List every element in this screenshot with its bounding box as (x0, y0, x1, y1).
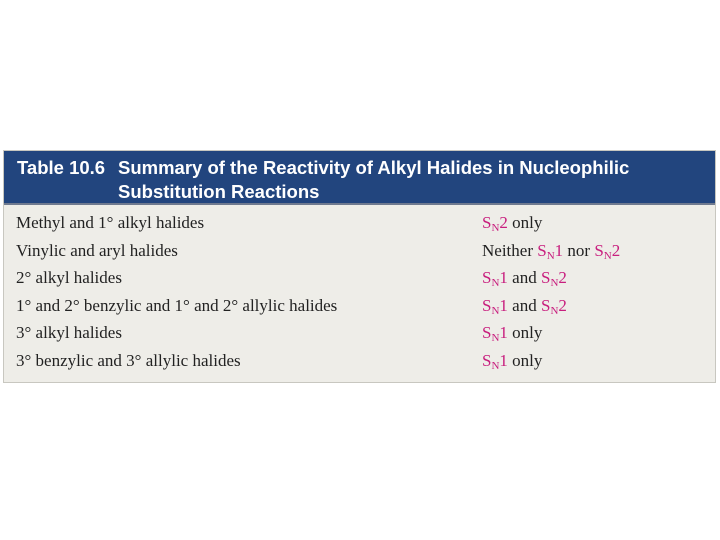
reactivity-cell (482, 264, 567, 291)
sn-mechanism-label (537, 241, 563, 260)
mechanism-order: 2 (499, 213, 508, 232)
mechanism-letter: S (540, 295, 551, 315)
reactivity-text: only (507, 323, 543, 342)
mechanism-subscript: N (491, 359, 500, 372)
mechanism-subscript: N (491, 222, 500, 234)
mechanism-letter: S (482, 268, 492, 287)
mechanism-letter: S (482, 350, 492, 370)
mechanism-subscript: N (491, 304, 500, 317)
mechanism-letter: S (594, 240, 604, 260)
table-row (4, 292, 715, 319)
table-title: Summary of the Reactivity of Alkyl Halides in Nucleophilic Substitution Reactions (118, 157, 630, 202)
reactivity-cell (482, 347, 542, 374)
mechanism-letter: S (537, 240, 547, 260)
reactivity-cell (482, 319, 542, 346)
sn-mechanism-label (482, 213, 508, 232)
mechanism-subscript: N (603, 249, 612, 262)
table-row (4, 264, 715, 291)
reactivity-cell (482, 237, 620, 264)
reactivity-text: nor (563, 240, 595, 260)
halide-type-cell: Methyl and 1° alkyl halides (16, 213, 205, 232)
mechanism-order: 1 (499, 350, 508, 370)
sn-mechanism-label (482, 296, 508, 315)
reactivity-cell (482, 292, 567, 319)
mechanism-letter: S (482, 323, 492, 342)
halide-type-cell: 1° and 2° benzylic and 1° and 2° allylic halides (16, 295, 338, 315)
table-header (4, 151, 715, 203)
mechanism-letter: S (540, 268, 551, 287)
table-row (4, 319, 715, 346)
mechanism-order: 1 (499, 295, 508, 315)
sn-mechanism-label (482, 268, 508, 287)
mechanism-order: 1 (554, 240, 564, 260)
sn-mechanism-label (594, 241, 620, 260)
mechanism-order: 2 (558, 295, 567, 315)
mechanism-letter: S (482, 295, 492, 315)
reactivity-text: Neither (482, 240, 538, 260)
halide-type-cell: 3° alkyl halides (16, 323, 122, 342)
sn-mechanism-label (541, 296, 567, 315)
reactivity-text: and (507, 268, 541, 287)
header-divider (4, 203, 715, 205)
mechanism-subscript: N (546, 249, 555, 262)
halide-type-cell: Vinylic and aryl halides (16, 240, 178, 260)
mechanism-order: 2 (611, 240, 621, 260)
table-row (4, 237, 715, 264)
sn-mechanism-label (541, 268, 567, 287)
sn-mechanism-label (482, 323, 508, 342)
reactivity-cell (482, 209, 542, 236)
mechanism-order: 2 (558, 268, 567, 287)
table-number: Table 10.6 (17, 157, 106, 178)
reactivity-table (3, 150, 716, 383)
mechanism-order: 1 (499, 268, 508, 287)
reactivity-text: only (507, 213, 543, 232)
mechanism-subscript: N (550, 304, 559, 317)
mechanism-order: 1 (499, 323, 508, 342)
table-row (4, 347, 715, 374)
reactivity-text: and (507, 295, 541, 315)
halide-type-cell: 3° benzylic and 3° allylic halides (16, 350, 241, 370)
halide-type-cell: 2° alkyl halides (16, 268, 122, 287)
reactivity-text: only (507, 350, 543, 370)
sn-mechanism-label (482, 351, 508, 370)
table-row (4, 209, 715, 236)
mechanism-subscript: N (550, 277, 559, 289)
mechanism-subscript: N (491, 277, 500, 289)
mechanism-subscript: N (491, 332, 500, 344)
mechanism-letter: S (482, 213, 492, 232)
